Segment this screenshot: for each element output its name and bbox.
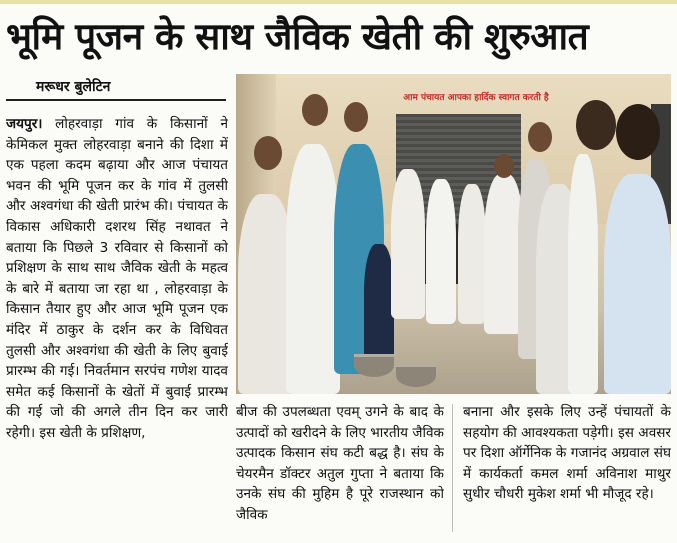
photo-person — [364, 244, 394, 364]
photo-person-head — [528, 122, 552, 152]
photo-bowl — [396, 364, 436, 387]
article-column-2: बीज की उपलब्धता एवम् उगने के बाद के उत्पादों को खरीदने के लिए भारतीय जैविक उत्पादक किसान संघ कटी बद्ध है। संघ के चेयरमैन डॉक्टर अतुल गुप्ता ने बताया कि उनके संघ की मुहिम है पूरे राजस्थान को जैविक — [236, 404, 444, 523]
article-column-1 — [6, 114, 228, 536]
article-column-3: बनाना और इसके लिए उन्हें पंचायतों के सहयोग की आवश्यकता पड़ेगी। इस अवसर पर दिशा ऑर्गेनिक के गजानंद अग्रवाल संघ में कार्यकर्ता कमल शर्मा अविनाश माथुर सुधीर चौधरी मुकेश शर्मा भी मौजूद रहे। — [463, 404, 671, 503]
photo-person-head — [494, 154, 514, 178]
photo-person — [426, 179, 456, 324]
photo-person-head — [616, 104, 660, 160]
photo-sign-text: आम पंचायत आपका हार्दिक स्वागत करती है — [403, 93, 549, 103]
photo-bowl — [354, 354, 394, 377]
byline-rule — [6, 99, 226, 101]
photo-person — [286, 144, 340, 394]
photo-person-head — [254, 136, 282, 170]
photo-person — [604, 174, 671, 394]
news-photo — [236, 74, 671, 394]
dateline: जयपुर। — [6, 116, 43, 132]
top-border — [0, 0, 677, 4]
byline: मरूधर बुलेटिन — [36, 79, 111, 95]
photo-person-head — [344, 102, 368, 132]
photo-person — [458, 184, 486, 324]
headline: भूमि पूजन के साथ जैविक खेती की शुरुआत — [6, 15, 589, 58]
photo-person-head — [576, 100, 616, 150]
photo-person — [391, 169, 425, 319]
photo-person-head — [302, 94, 328, 126]
article-column-1-text: लोहरवाड़ा गांव के किसानों ने केमिकल मुक्त लोहरवाड़ा बनाने की दिशा में एक पहला कदम बढ़ाया और आज पंचायत भवन की भूमि पूजन कर के गांव में तुलसी और अश्वगंधा की खेती प्रारंभ की। पंचायत के विकास अधिकारी दशरथ सिंह नथावत ने बताया कि पिछले 3 रविवार से किसानों को प्रशिक्षण के साथ साथ जैविक खेती के महत्व के बारे में बताया जा रहा था , लोहरवाड़ा के किसान तैयार हुए और आज भूमि पूजन एक मंदिर में ठाकुर के दर्शन कर के विधिवत तुलसी और अश्वगंधा की खेती के लिए बुवाई प्रारम्भ की गई। निवर्तमान सरपंच गणेश यादव समेत कई किसानों के खेतों में बुवाई प्रारम्भ की गई जो की अगले तीन दिन कर जारी रहेगी। इस खेती के प्रशिक्षण, — [6, 116, 228, 441]
column-divider — [452, 404, 453, 532]
photo-person — [568, 154, 598, 394]
